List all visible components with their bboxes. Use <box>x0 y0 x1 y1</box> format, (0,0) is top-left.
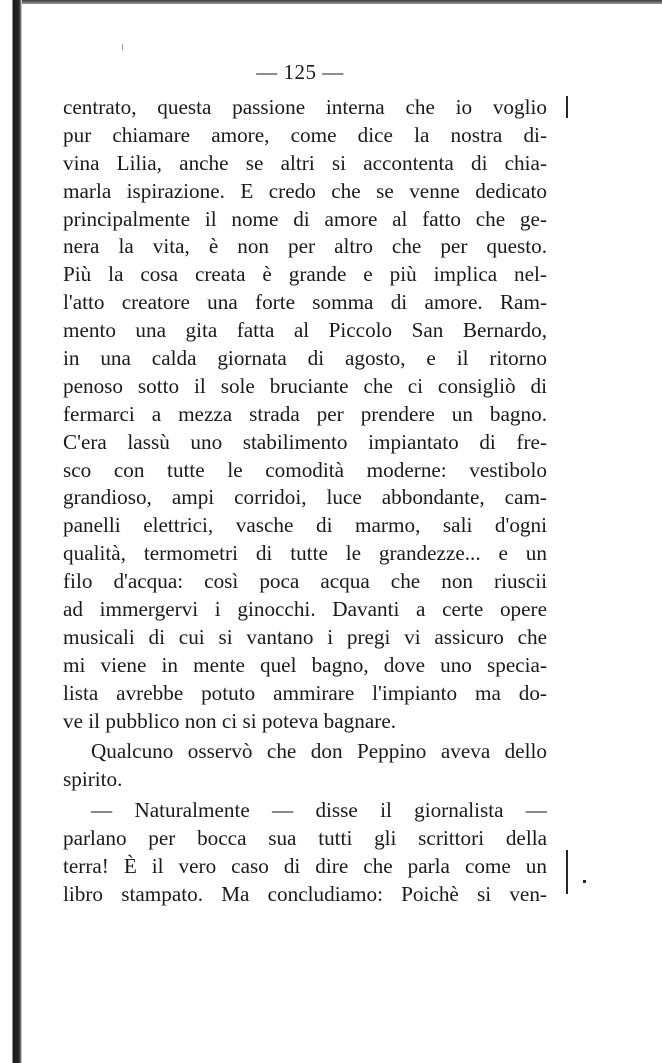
text-line: marla ispirazione. E credo che se venne dedicato <box>63 178 547 203</box>
text-line: terra! È il vero caso di dire che parla come un <box>63 854 547 879</box>
text-line: principalmente il nome di amore al fatto che ge- <box>63 206 547 231</box>
text-line: pur chiamare amore, come dice la nostra di- <box>63 122 547 147</box>
text-line: nera la vita, è non per altro che per questo. <box>63 234 547 259</box>
text-line: l'atto creatore una forte somma di amore. Ram- <box>63 290 547 315</box>
text-line: ve il pubblico non ci si poteva bagnare. <box>63 708 397 733</box>
text-line: filo d'acqua: così poca acqua che non riuscii <box>63 569 547 594</box>
margin-speck-bottom <box>583 880 586 883</box>
text-line: Più la cosa creata è grande e più implica nel- <box>63 262 547 287</box>
text-line: sco con tutte le comodità moderne: vestibolo <box>63 457 547 482</box>
text-line: vina Lilia, anche se altri si accontenta di chia- <box>63 150 547 175</box>
page-body-text <box>63 94 547 909</box>
text-line: centrato, questa passione interna che io voglio <box>63 95 547 119</box>
margin-mark-bottom <box>566 850 568 894</box>
page-number: — 125 — <box>256 60 344 84</box>
text-line: musicali di cui si vantano i pregi vi assicuro che <box>63 624 547 649</box>
text-line: panelli elettrici, vasche di marmo, sali d'ogni <box>63 513 547 538</box>
text-line: — Naturalmente — disse il giornalista — <box>91 798 547 823</box>
text-line: mi viene in mente quel bagno, dove uno specia- <box>63 652 547 677</box>
book-binding-edge <box>0 0 22 1063</box>
text-line: qualità, termometri di tutte le grandezze... e un <box>63 541 547 566</box>
text-line: libro stampato. Ma concludiamo: Poichè si ven- <box>63 881 547 906</box>
text-line: Qualcuno osservò che don Peppino aveva dello <box>91 739 547 764</box>
text-line: mento una gita fatta al Piccolo San Bernardo, <box>63 318 547 343</box>
text-line: in una calda giornata di agosto, e il ritorno <box>63 346 547 371</box>
text-line: parlano per bocca sua tutti gli scrittori della <box>63 826 547 851</box>
paragraph <box>63 797 547 909</box>
margin-mark-top <box>566 96 568 118</box>
margin-speck <box>122 44 123 50</box>
text-line: grandioso, ampi corridoi, luce abbondante, cam- <box>63 485 547 510</box>
text-line: ad immergervi i ginocchi. Davanti a certe opere <box>63 597 547 622</box>
text-line: lista avrebbe potuto ammirare l'impianto ma do- <box>63 680 547 705</box>
text-line: penoso sotto il sole bruciante che ci consigliò di <box>63 373 547 398</box>
text-line: C'era lassù uno stabilimento impiantato di fre- <box>63 429 547 454</box>
paragraph <box>63 94 547 735</box>
page-top-edge <box>0 0 662 4</box>
text-line: fermarci a mezza strada per prendere un bagno. <box>63 401 547 426</box>
paragraph <box>63 738 547 794</box>
text-line: spirito. <box>63 767 123 792</box>
